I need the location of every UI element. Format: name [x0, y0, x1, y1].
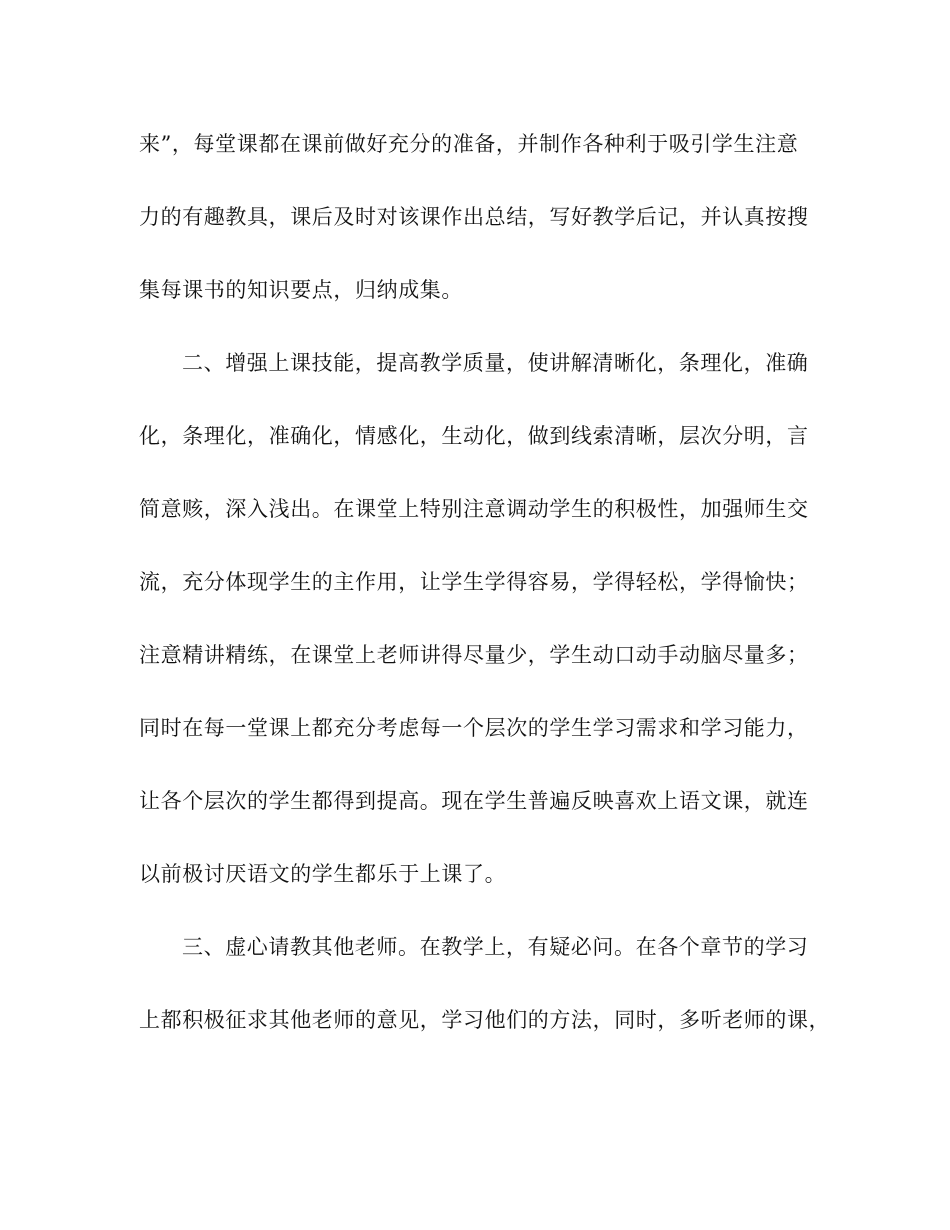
text-line: 同时在每一堂课上都充分考虑每一个层次的学生学习需求和学习能力， — [139, 716, 809, 740]
text-line: 来”，每堂课都在课前做好充分的准备，并制作各种利于吸引学生注意 — [139, 132, 799, 156]
text-line: 化，条理化，准确化，情感化，生动化，做到线索清晰，层次分明，言 — [139, 424, 809, 448]
paragraph-start-line: 二、增强上课技能，提高教学质量，使讲解清晰化，条理化，准确 — [182, 351, 809, 375]
text-line: 上都积极征求其他老师的意见，学习他们的方法，同时，多听老师的课， — [139, 1008, 831, 1032]
paragraph-start-line: 三、虚心请教其他老师。在教学上，有疑必问。在各个章节的学习 — [182, 935, 809, 959]
text-line: 简意赅，深入浅出。在课堂上特别注意调动学生的积极性，加强师生交 — [139, 497, 809, 521]
text-line: 让各个层次的学生都得到提高。现在学生普遍反映喜欢上语文课，就连 — [139, 789, 809, 813]
text-line: 集每课书的知识要点，归纳成集。 — [139, 278, 463, 302]
text-line: 流，充分体现学生的主作用，让学生学得容易，学得轻松，学得愉快； — [139, 570, 809, 594]
text-line: 以前极讨厌语文的学生都乐于上课了。 — [139, 862, 507, 886]
text-line: 力的有趣教具，课后及时对该课作出总结，写好教学后记，并认真按搜 — [139, 205, 809, 229]
text-line: 注意精讲精练，在课堂上老师讲得尽量少，学生动口动手动脑尽量多； — [139, 643, 809, 667]
